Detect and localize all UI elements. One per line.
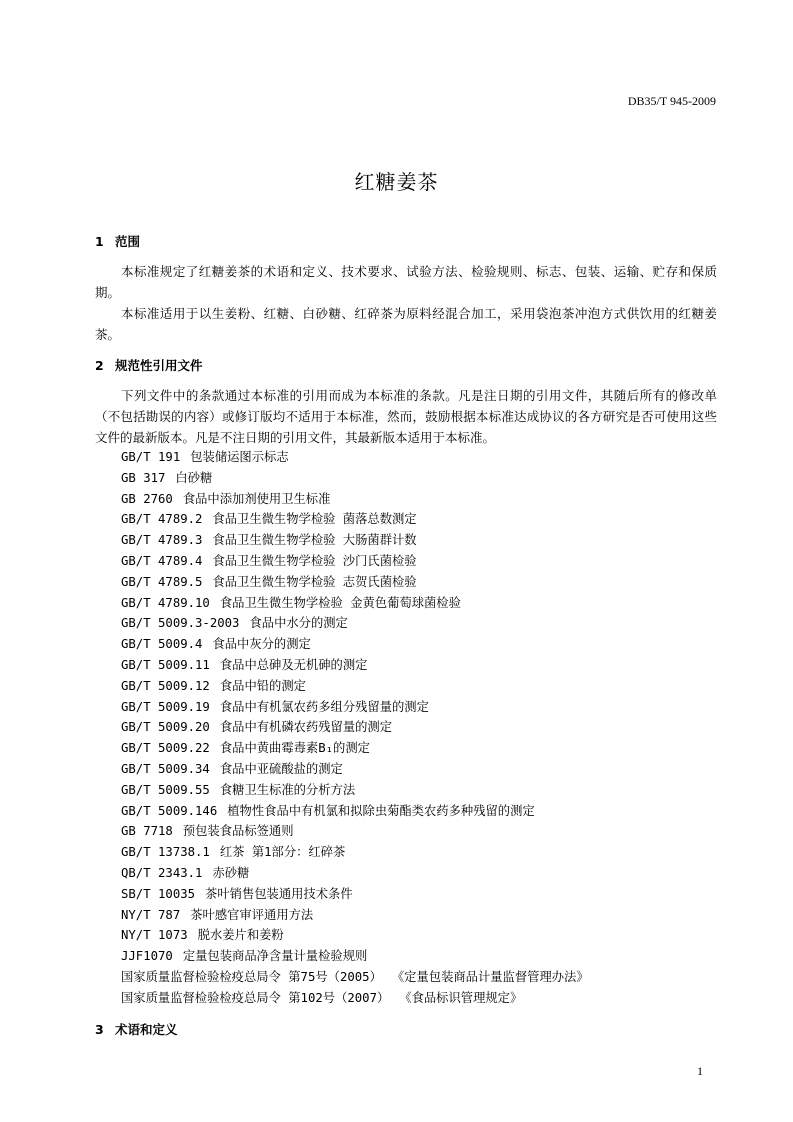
reference-title: 《定量包装商品计量监督管理办法》 [391,969,589,984]
reference-item [121,842,589,863]
reference-item [121,967,589,988]
reference-code: GB 317 [121,470,166,485]
reference-item [121,780,589,801]
reference-code: GB/T 13738.1 [121,845,210,860]
reference-title: 植物性食品中有机氯和拟除虫菊酯类农药多种残留的测定 [227,803,535,818]
reference-title: 红茶 第1部分：红碎茶 [219,845,346,860]
reference-item [121,593,589,614]
reference-item [121,613,589,634]
standard-code: DB35/T 945-2009 [627,94,716,108]
reference-code: GB 2760 [121,491,173,506]
section-title: 范围 [115,234,141,249]
reference-code: GB/T 5009.55 [121,782,210,797]
reference-item [121,988,589,1009]
reference-item [121,509,589,530]
reference-title: 食品中有机磷农药残留量的测定 [219,720,393,735]
reference-code: JJF1070 [121,949,173,964]
reference-title: 白砂糖 [175,470,213,485]
reference-title: 食品中有机氯农药多组分残留量的测定 [219,699,429,714]
reference-title: 赤砂糖 [212,865,250,880]
reference-item [121,925,589,946]
reference-item [121,905,589,926]
page-number: 1 [697,1064,703,1078]
reference-item [121,489,589,510]
reference-code: SB/T 10035 [121,886,196,901]
reference-item [121,676,589,697]
reference-code: GB/T 5009.34 [121,761,210,776]
scope-paragraph-1: 本标准规定了红糖姜茶的术语和定义、技术要求、试验方法、检验规则、标志、包装、运输、贮存和保质期。 [95,264,717,300]
reference-code: GB/T 5009.20 [121,720,210,735]
reference-item [121,759,589,780]
reference-code: GB/T 5009.146 [121,803,218,818]
reference-code: GB/T 5009.4 [121,637,203,652]
reference-title: 脱水姜片和姜粉 [197,928,284,943]
reference-item [121,468,589,489]
document-title: 红糖姜茶 [354,170,439,194]
reference-item [121,738,589,759]
reference-title: 食品卫生微生物学检验 沙门氏菌检验 [212,553,417,568]
reference-item [121,655,589,676]
reference-list [121,447,589,1009]
reference-code: 国家质量监督检验检疫总局令 第102号（2007） [121,990,390,1005]
reference-code: GB/T 5009.12 [121,678,210,693]
reference-item [121,530,589,551]
reference-item [121,821,589,842]
references-intro: 下列文件中的条款通过本标准的引用而成为本标准的条款。凡是注日期的引用文件，其随后所有的修改单（不包括勘误的内容）或修订版均不适用于本标准，然而，鼓励根据本标准达成协议的各方研究是否可使用这些文件的最新版本。凡是不注日期的引用文件，其最新版本适用于本标准。 [95,388,717,445]
reference-item [121,863,589,884]
reference-title: 食品中添加剂使用卫生标准 [182,491,331,506]
reference-item [121,572,589,593]
reference-title: 食品中水分的测定 [249,616,348,631]
reference-code: GB/T 191 [121,450,181,464]
reference-code: GB/T 4789.2 [121,512,203,527]
reference-code: GB/T 5009.3-2003 [121,616,240,631]
section-heading-scope [95,232,140,250]
reference-item [121,447,589,468]
reference-code: NY/T 1073 [121,928,188,943]
section-number: 2 [95,358,104,373]
section-title: 术语和定义 [115,1022,178,1037]
reference-title: 食品卫生微生物学检验 志贺氏菌检验 [212,574,417,589]
reference-item [121,946,589,967]
reference-code: GB/T 5009.11 [121,657,210,672]
section-title: 规范性引用文件 [115,358,203,373]
reference-title: 食品中铅的测定 [219,678,306,693]
section-heading-terms [95,1020,178,1038]
reference-title: 食糖卫生标准的分析方法 [219,782,356,797]
reference-title: 食品中黄曲霉毒素B₁的测定 [219,741,370,756]
reference-item [121,801,589,822]
reference-code: GB/T 5009.22 [121,741,210,756]
reference-code: GB/T 4789.4 [121,553,203,568]
reference-title: 茶叶销售包装通用技术条件 [205,886,353,901]
reference-title: 食品中灰分的测定 [212,637,311,652]
reference-code: 国家质量监督检验检疫总局令 第75号（2005） [121,969,382,984]
reference-title: 食品卫生微生物学检验 菌落总数测定 [212,512,417,527]
reference-title: 预包装食品标签通则 [182,824,294,839]
reference-code: GB 7718 [121,824,173,839]
reference-title: 《食品标识管理规定》 [399,990,523,1005]
reference-item [121,551,589,572]
reference-item [121,634,589,655]
scope-paragraph-2: 本标准适用于以生姜粉、红糖、白砂糖、红碎茶为原料经混合加工，采用袋泡茶冲泡方式供饮用的红糖姜茶。 [95,306,717,342]
reference-title: 茶叶感官审评通用方法 [190,907,314,922]
reference-title: 食品中亚硫酸盐的测定 [219,761,343,776]
reference-title: 包装储运图示标志 [190,450,289,464]
reference-code: QB/T 2343.1 [121,865,203,880]
section-number: 3 [95,1022,104,1037]
reference-item [121,717,589,738]
section-heading-references [95,356,203,374]
reference-code: GB/T 4789.3 [121,533,203,548]
reference-title: 食品卫生微生物学检验 大肠菌群计数 [212,533,417,548]
reference-title: 食品卫生微生物学检验 金黄色葡萄球菌检验 [219,595,461,610]
reference-title: 定量包装商品净含量计量检验规则 [182,949,368,964]
reference-code: GB/T 4789.10 [121,595,210,610]
reference-code: NY/T 787 [121,907,181,922]
reference-item [121,884,589,905]
reference-code: GB/T 5009.19 [121,699,210,714]
section-number: 1 [95,234,104,249]
reference-item [121,697,589,718]
reference-title: 食品中总砷及无机砷的测定 [219,657,368,672]
reference-code: GB/T 4789.5 [121,574,203,589]
